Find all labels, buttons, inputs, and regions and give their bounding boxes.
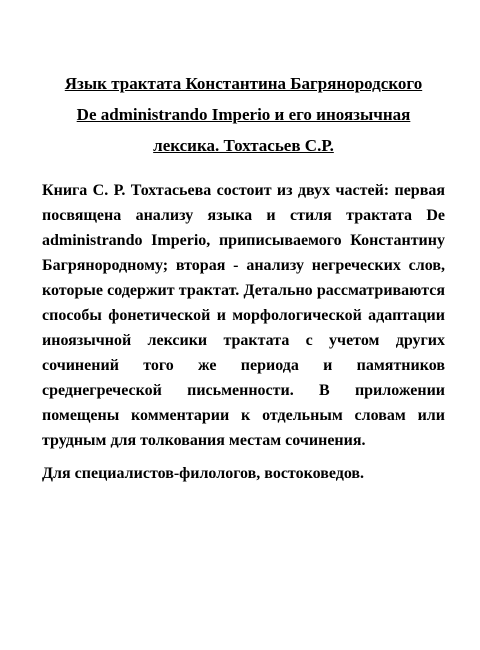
title-line-1: Язык трактата Константина Багрянородского bbox=[64, 74, 423, 93]
description-paragraph: Книга С. Р. Тохтасьева состоит из двух частей: первая посвящена анализу языка и стиля трактата De administrando Imperio, приписываемого Константину Багрянородному; вторая - анализу негреческих слов, которые содержит трактат. Детально рассматриваются способы фонетической и морфологической адаптации иноязычной лексики трактата с учетом других сочинений того же периода и памятников среднегреческой письменности. В приложении помещены комментарии к отдельным словам или трудным для толкования местам сочинения. bbox=[42, 182, 445, 449]
document-page bbox=[42, 68, 445, 486]
audience-note: Для специалистов-филологов, востоковедов. bbox=[42, 465, 365, 482]
document-title bbox=[42, 68, 445, 161]
title-line-2: De administrando Imperio и его иноязычная bbox=[76, 105, 411, 124]
title-line-3: лексика. Тохтасьев С.Р. bbox=[153, 136, 334, 155]
